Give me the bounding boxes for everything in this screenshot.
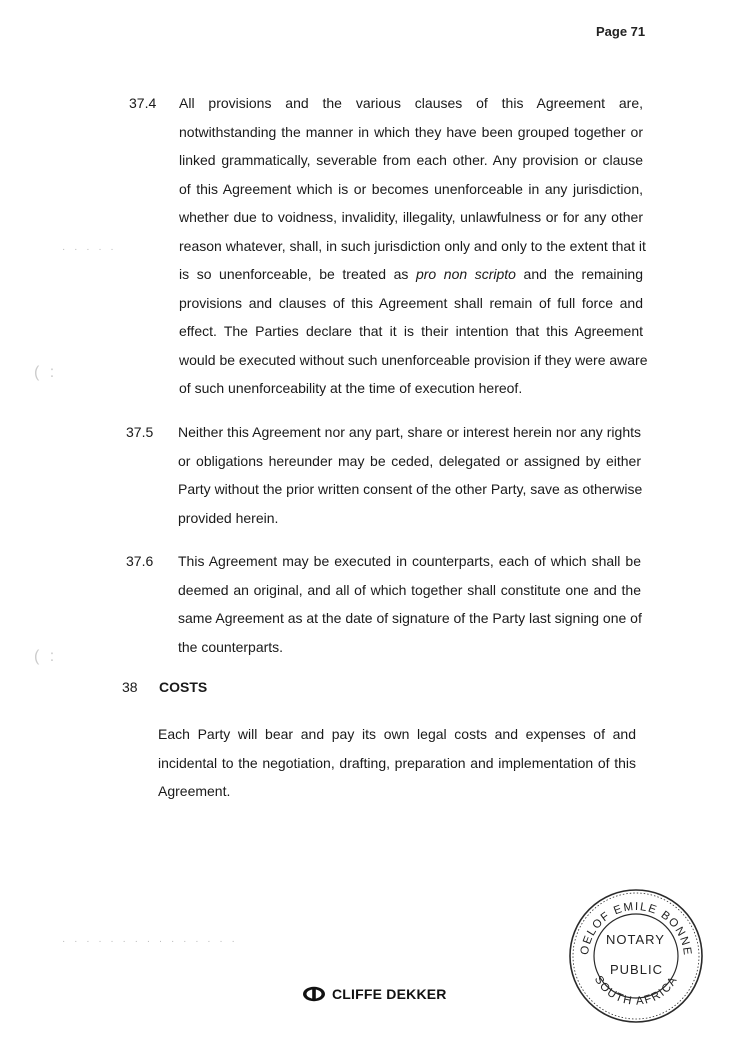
text-line	[179, 289, 643, 318]
text-line	[178, 633, 641, 662]
section-heading	[122, 679, 207, 695]
clause-number: 37.5	[126, 424, 154, 440]
text-line: Each Party will bear and pay its own legal costs and expenses of and	[158, 726, 636, 742]
text-line	[178, 418, 641, 447]
text-line	[178, 475, 641, 504]
logo-text: CLIFFE DEKKER	[332, 986, 447, 1002]
text-line	[179, 260, 643, 289]
text-line	[179, 374, 643, 403]
text-line	[179, 203, 643, 232]
text-line	[179, 317, 643, 346]
text-segment: Neither this Agreement nor any part, share or interest herein nor any rights	[178, 424, 641, 440]
text-segment: and the remaining	[515, 266, 644, 282]
text-segment: effect. The Parties declare that it is their intention that this Agreement	[179, 323, 643, 339]
scan-artifact: · · · · ·	[62, 244, 117, 255]
stamp-ring-text: OELOF EMILE BONNE	[578, 900, 694, 957]
text-line	[178, 604, 641, 633]
notary-stamp	[566, 886, 706, 1026]
clause-number: 37.4	[129, 95, 157, 111]
scan-artifact: · · · · · · · · · · · · · · ·	[62, 936, 238, 947]
section-number: 38	[122, 679, 138, 695]
text-line: Agreement.	[158, 783, 231, 799]
text-segment: deemed an original, and all of which together shall constitute one and the	[178, 581, 641, 598]
text-line	[178, 447, 641, 476]
text-line	[178, 576, 641, 605]
text-line	[179, 346, 648, 375]
stamp-line-notary: NOTARY	[606, 932, 665, 947]
text-segment: of such unenforceability at the time of execution hereof.	[179, 380, 523, 396]
text-segment: is so unenforceable, be treated as	[179, 266, 416, 282]
text-line	[179, 232, 646, 261]
text-segment: the counterparts.	[178, 638, 284, 655]
text-line	[179, 175, 643, 204]
scan-artifact: ( :	[34, 648, 58, 665]
text-segment: whether due to voidness, invalidity, illegality, unlawfulness or for any other	[179, 209, 643, 225]
text-segment: Party without the prior written consent of the other Party, save as otherwise	[178, 481, 643, 497]
stamp-line-public: PUBLIC	[610, 962, 663, 977]
text-segment: All provisions and the various clauses of this Agreement are,	[179, 95, 643, 111]
italic-phrase: pro non scripto	[415, 266, 516, 282]
stamp-ring-icon	[566, 886, 706, 1026]
text-segment: would be executed without such unenforceable provision if they were aware	[179, 351, 648, 368]
clause-body	[178, 547, 641, 661]
text-segment: This Agreement may be executed in counterparts, each of which shall be	[178, 553, 641, 569]
text-segment: of this Agreement which is or becomes unenforceable in any jurisdiction,	[179, 180, 643, 197]
clause-number: 37.6	[126, 553, 154, 569]
text-line	[179, 118, 643, 147]
clause-body	[179, 89, 648, 403]
text-line	[179, 146, 643, 175]
logo-mark-icon	[302, 986, 326, 1002]
text-segment: or obligations hereunder may be ceded, delegated or assigned by either	[178, 452, 641, 469]
text-segment: provided herein.	[178, 509, 279, 526]
clause-37-5	[126, 418, 643, 538]
clause-body	[178, 418, 641, 532]
clause-37-4	[129, 89, 648, 409]
cliffe-dekker-logo	[302, 986, 447, 1002]
stamp-ring-text-bottom: SOUTH AFRICA	[591, 973, 681, 1008]
text-segment: linked grammatically, severable from each other. Any provision or clause	[179, 152, 643, 168]
text-segment: provisions and clauses of this Agreement shall remain of full force and	[179, 294, 643, 311]
text-line: incidental to the negotiation, drafting, preparation and implementation of this	[158, 754, 636, 771]
text-segment: reason whatever, shall, in such jurisdiction only and only to the extent that it	[179, 237, 646, 254]
text-line	[178, 547, 641, 576]
costs-paragraph	[158, 720, 636, 806]
page-number: Page 71	[596, 24, 646, 39]
text-segment: notwithstanding the manner in which they have been grouped together or	[179, 123, 643, 140]
text-line	[179, 89, 643, 118]
text-line	[178, 504, 641, 533]
section-title: COSTS	[159, 679, 208, 695]
clause-37-6	[126, 547, 643, 667]
text-segment: same Agreement as at the date of signature of the Party last signing one of	[178, 610, 642, 626]
scan-artifact: ( :	[34, 364, 58, 381]
